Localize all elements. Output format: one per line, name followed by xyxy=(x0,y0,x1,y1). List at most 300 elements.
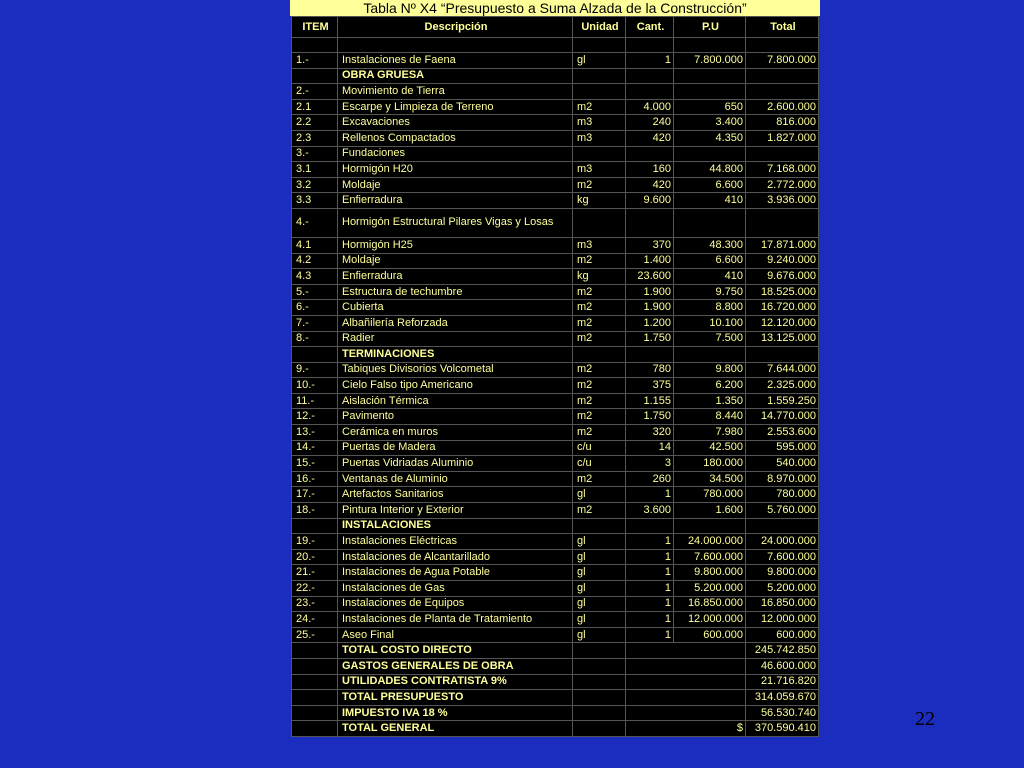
total-cell: 3.936.000 xyxy=(746,193,819,209)
unit-cell: gl xyxy=(573,627,626,643)
empty-cell xyxy=(573,643,626,659)
quantity-cell: 160 xyxy=(626,162,674,178)
unit-cell: m3 xyxy=(573,237,626,253)
empty-cell xyxy=(573,347,626,363)
total-cell: 9.676.000 xyxy=(746,269,819,285)
description-cell: Cubierta xyxy=(338,300,573,316)
summary-label: GASTOS GENERALES DE OBRA xyxy=(338,658,573,674)
table-row xyxy=(292,378,819,394)
quantity-cell: 1 xyxy=(626,627,674,643)
table-row xyxy=(292,53,819,69)
summary-label: TOTAL GENERAL xyxy=(338,721,573,737)
empty-cell xyxy=(573,38,626,53)
description-cell: Artefactos Sanitarios xyxy=(338,487,573,503)
unit-cell: m2 xyxy=(573,425,626,441)
column-header-unit-price: P.U xyxy=(674,17,746,38)
unit-price-cell: 16.850.000 xyxy=(674,596,746,612)
total-cell: 12.120.000 xyxy=(746,315,819,331)
total-cell: 9.800.000 xyxy=(746,565,819,581)
item-cell: 1.- xyxy=(292,53,338,69)
total-cell: 24.000.000 xyxy=(746,534,819,550)
description-cell: Hormigón Estructural Pilares Vigas y Losas xyxy=(338,208,573,237)
description-cell: Moldaje xyxy=(338,253,573,269)
section-title: TERMINACIONES xyxy=(338,347,573,363)
page-title: Tabla Nº X4 “Presupuesto a Suma Alzada de la Construcción” xyxy=(290,0,820,16)
description-cell: Pavimento xyxy=(338,409,573,425)
table-row xyxy=(292,596,819,612)
table-row xyxy=(292,177,819,193)
total-cell: 595.000 xyxy=(746,440,819,456)
item-cell: 3.2 xyxy=(292,177,338,193)
item-cell: 3.1 xyxy=(292,162,338,178)
description-cell: Enfierradura xyxy=(338,269,573,285)
unit-cell: kg xyxy=(573,193,626,209)
unit-price-cell: 6.600 xyxy=(674,253,746,269)
total-cell: 7.168.000 xyxy=(746,162,819,178)
description-cell: Instalaciones de Agua Potable xyxy=(338,565,573,581)
table-row xyxy=(292,362,819,378)
unit-cell: m2 xyxy=(573,300,626,316)
quantity-cell: 1 xyxy=(626,534,674,550)
unit-cell: gl xyxy=(573,53,626,69)
description-cell: Aseo Final xyxy=(338,627,573,643)
column-header-unit: Unidad xyxy=(573,17,626,38)
total-cell: 780.000 xyxy=(746,487,819,503)
quantity-cell: 4.000 xyxy=(626,99,674,115)
quantity-cell: 1 xyxy=(626,612,674,628)
table-row xyxy=(292,393,819,409)
empty-cell xyxy=(573,68,626,84)
item-cell xyxy=(292,643,338,659)
total-cell: 5.760.000 xyxy=(746,503,819,519)
unit-cell: m2 xyxy=(573,177,626,193)
table-row xyxy=(292,534,819,550)
empty-cell xyxy=(292,38,338,53)
table-row xyxy=(292,627,819,643)
item-cell: 18.- xyxy=(292,503,338,519)
item-cell: 22.- xyxy=(292,581,338,597)
unit-cell: gl xyxy=(573,581,626,597)
description-cell: Hormigón H25 xyxy=(338,237,573,253)
empty-cell xyxy=(674,38,746,53)
item-cell: 20.- xyxy=(292,549,338,565)
item-cell: 4.1 xyxy=(292,237,338,253)
description-cell: Radier xyxy=(338,331,573,347)
quantity-cell xyxy=(626,146,674,162)
table-row xyxy=(292,425,819,441)
description-cell: Cielo Falso tipo Americano xyxy=(338,378,573,394)
table-row xyxy=(292,300,819,316)
item-cell: 5.- xyxy=(292,284,338,300)
item-cell xyxy=(292,721,338,737)
item-cell: 2.1 xyxy=(292,99,338,115)
summary-row xyxy=(292,705,819,721)
unit-price-cell: 3.400 xyxy=(674,115,746,131)
quantity-cell: 1.155 xyxy=(626,393,674,409)
empty-cell xyxy=(573,658,626,674)
quantity-cell: 3 xyxy=(626,456,674,472)
quantity-cell: 9.600 xyxy=(626,193,674,209)
description-cell: Puertas Vidriadas Aluminio xyxy=(338,456,573,472)
unit-cell: gl xyxy=(573,596,626,612)
empty-cell xyxy=(746,518,819,534)
spacer-row xyxy=(292,38,819,53)
description-cell: Fundaciones xyxy=(338,146,573,162)
summary-total: 245.742.850 xyxy=(746,643,819,659)
quantity-cell: 14 xyxy=(626,440,674,456)
description-cell: Pintura Interior y Exterior xyxy=(338,503,573,519)
item-cell xyxy=(292,347,338,363)
column-header-description: Descripción xyxy=(338,17,573,38)
unit-price-cell: 6.200 xyxy=(674,378,746,394)
unit-price-cell: 6.600 xyxy=(674,177,746,193)
unit-cell: m2 xyxy=(573,284,626,300)
total-cell: 16.850.000 xyxy=(746,596,819,612)
total-cell: 2.600.000 xyxy=(746,99,819,115)
unit-price-cell: 42.500 xyxy=(674,440,746,456)
item-cell: 17.- xyxy=(292,487,338,503)
item-cell: 12.- xyxy=(292,409,338,425)
total-cell xyxy=(746,84,819,100)
unit-price-cell xyxy=(674,84,746,100)
description-cell: Tabiques Divisorios Volcometal xyxy=(338,362,573,378)
section-title: INSTALACIONES xyxy=(338,518,573,534)
item-cell xyxy=(292,658,338,674)
quantity-cell: 1 xyxy=(626,53,674,69)
item-cell: 8.- xyxy=(292,331,338,347)
unit-price-cell xyxy=(674,208,746,237)
unit-cell: m3 xyxy=(573,115,626,131)
currency-cell xyxy=(626,674,746,690)
table-row xyxy=(292,440,819,456)
total-cell: 16.720.000 xyxy=(746,300,819,316)
unit-cell: m3 xyxy=(573,162,626,178)
table-row xyxy=(292,208,819,237)
quantity-cell xyxy=(626,208,674,237)
total-cell: 18.525.000 xyxy=(746,284,819,300)
unit-price-cell xyxy=(674,146,746,162)
item-cell: 6.- xyxy=(292,300,338,316)
unit-price-cell: 24.000.000 xyxy=(674,534,746,550)
summary-label: TOTAL PRESUPUESTO xyxy=(338,690,573,706)
unit-cell: c/u xyxy=(573,440,626,456)
quantity-cell: 1 xyxy=(626,565,674,581)
description-cell: Cerámica en muros xyxy=(338,425,573,441)
item-cell: 3.- xyxy=(292,146,338,162)
unit-cell: m2 xyxy=(573,503,626,519)
quantity-cell: 1.900 xyxy=(626,284,674,300)
description-cell: Instalaciones de Alcantarillado xyxy=(338,549,573,565)
item-cell: 14.- xyxy=(292,440,338,456)
unit-cell: m2 xyxy=(573,362,626,378)
table-row xyxy=(292,315,819,331)
item-cell: 2.- xyxy=(292,84,338,100)
quantity-cell: 1 xyxy=(626,581,674,597)
total-cell: 13.125.000 xyxy=(746,331,819,347)
unit-cell xyxy=(573,208,626,237)
unit-price-cell: 9.750 xyxy=(674,284,746,300)
empty-cell xyxy=(626,347,674,363)
total-cell: 7.644.000 xyxy=(746,362,819,378)
description-cell: Instalaciones Eléctricas xyxy=(338,534,573,550)
unit-cell: gl xyxy=(573,534,626,550)
section-header-row xyxy=(292,518,819,534)
empty-cell xyxy=(573,674,626,690)
total-cell: 816.000 xyxy=(746,115,819,131)
total-cell: 12.000.000 xyxy=(746,612,819,628)
empty-cell xyxy=(674,518,746,534)
unit-cell: gl xyxy=(573,565,626,581)
total-cell xyxy=(746,146,819,162)
unit-cell xyxy=(573,146,626,162)
section-header-row xyxy=(292,68,819,84)
empty-cell xyxy=(674,68,746,84)
unit-cell: m2 xyxy=(573,99,626,115)
section-title: OBRA GRUESA xyxy=(338,68,573,84)
unit-cell: kg xyxy=(573,269,626,285)
unit-price-cell: 600.000 xyxy=(674,627,746,643)
unit-price-cell: 5.200.000 xyxy=(674,581,746,597)
summary-label: UTILIDADES CONTRATISTA 9% xyxy=(338,674,573,690)
currency-cell xyxy=(626,643,746,659)
unit-price-cell: 44.800 xyxy=(674,162,746,178)
unit-price-cell: 7.980 xyxy=(674,425,746,441)
total-cell: 7.600.000 xyxy=(746,549,819,565)
description-cell: Estructura de techumbre xyxy=(338,284,573,300)
summary-label: TOTAL COSTO DIRECTO xyxy=(338,643,573,659)
unit-price-cell: 34.500 xyxy=(674,471,746,487)
table-row xyxy=(292,471,819,487)
item-cell: 7.- xyxy=(292,315,338,331)
unit-price-cell: 48.300 xyxy=(674,237,746,253)
quantity-cell: 240 xyxy=(626,115,674,131)
table-row xyxy=(292,612,819,628)
quantity-cell: 1 xyxy=(626,487,674,503)
total-cell: 14.770.000 xyxy=(746,409,819,425)
currency-cell xyxy=(626,658,746,674)
unit-price-cell: 650 xyxy=(674,99,746,115)
total-cell: 2.553.600 xyxy=(746,425,819,441)
unit-cell: gl xyxy=(573,487,626,503)
total-cell: 1.559.250 xyxy=(746,393,819,409)
empty-cell xyxy=(746,347,819,363)
unit-cell: c/u xyxy=(573,456,626,472)
description-cell: Instalaciones de Gas xyxy=(338,581,573,597)
unit-cell xyxy=(573,84,626,100)
item-cell: 3.3 xyxy=(292,193,338,209)
empty-cell xyxy=(626,68,674,84)
table-row xyxy=(292,99,819,115)
item-cell: 11.- xyxy=(292,393,338,409)
unit-price-cell: 10.100 xyxy=(674,315,746,331)
item-cell: 4.2 xyxy=(292,253,338,269)
description-cell: Instalaciones de Equipos xyxy=(338,596,573,612)
unit-price-cell: 1.350 xyxy=(674,393,746,409)
item-cell xyxy=(292,674,338,690)
description-cell: Instalaciones de Faena xyxy=(338,53,573,69)
currency-cell: $ xyxy=(626,721,746,737)
quantity-cell: 1.400 xyxy=(626,253,674,269)
item-cell xyxy=(292,705,338,721)
table-body xyxy=(292,38,819,737)
item-cell: 10.- xyxy=(292,378,338,394)
empty-cell xyxy=(573,690,626,706)
item-cell: 2.2 xyxy=(292,115,338,131)
description-cell: Moldaje xyxy=(338,177,573,193)
total-cell: 8.970.000 xyxy=(746,471,819,487)
unit-cell: gl xyxy=(573,549,626,565)
empty-cell xyxy=(573,721,626,737)
description-cell: Enfierradura xyxy=(338,193,573,209)
total-cell: 17.871.000 xyxy=(746,237,819,253)
unit-cell: m2 xyxy=(573,409,626,425)
item-cell: 15.- xyxy=(292,456,338,472)
unit-price-cell: 12.000.000 xyxy=(674,612,746,628)
description-cell: Aislación Térmica xyxy=(338,393,573,409)
item-cell: 21.- xyxy=(292,565,338,581)
total-cell: 1.827.000 xyxy=(746,130,819,146)
table-row xyxy=(292,549,819,565)
total-cell: 7.800.000 xyxy=(746,53,819,69)
unit-price-cell: 9.800 xyxy=(674,362,746,378)
description-cell: Instalaciones de Planta de Tratamiento xyxy=(338,612,573,628)
item-cell: 9.- xyxy=(292,362,338,378)
total-cell xyxy=(746,208,819,237)
table-row xyxy=(292,253,819,269)
column-header-item: ITEM xyxy=(292,17,338,38)
table-row xyxy=(292,503,819,519)
table-row xyxy=(292,146,819,162)
unit-cell: m2 xyxy=(573,331,626,347)
unit-price-cell: 7.500 xyxy=(674,331,746,347)
page-number: 22 xyxy=(915,708,935,730)
table-row xyxy=(292,269,819,285)
quantity-cell: 420 xyxy=(626,130,674,146)
total-cell: 2.325.000 xyxy=(746,378,819,394)
item-cell: 2.3 xyxy=(292,130,338,146)
quantity-cell: 1.900 xyxy=(626,300,674,316)
table-row xyxy=(292,487,819,503)
quantity-cell: 23.600 xyxy=(626,269,674,285)
summary-row xyxy=(292,658,819,674)
unit-price-cell: 9.800.000 xyxy=(674,565,746,581)
item-cell: 23.- xyxy=(292,596,338,612)
currency-cell xyxy=(626,690,746,706)
table-row xyxy=(292,581,819,597)
empty-cell xyxy=(573,518,626,534)
summary-total: 56.530.740 xyxy=(746,705,819,721)
summary-total: 21.716.820 xyxy=(746,674,819,690)
quantity-cell: 1.200 xyxy=(626,315,674,331)
quantity-cell: 1.750 xyxy=(626,409,674,425)
quantity-cell: 1 xyxy=(626,549,674,565)
budget-table-container xyxy=(291,16,818,737)
table-row xyxy=(292,409,819,425)
unit-cell: m2 xyxy=(573,393,626,409)
quantity-cell: 370 xyxy=(626,237,674,253)
summary-row xyxy=(292,690,819,706)
total-cell: 600.000 xyxy=(746,627,819,643)
item-cell xyxy=(292,518,338,534)
quantity-cell: 1.750 xyxy=(626,331,674,347)
description-cell: Hormigón H20 xyxy=(338,162,573,178)
quantity-cell: 3.600 xyxy=(626,503,674,519)
summary-total: 370.590.410 xyxy=(746,721,819,737)
unit-cell: gl xyxy=(573,612,626,628)
table-header-row xyxy=(292,17,819,38)
unit-cell: m2 xyxy=(573,471,626,487)
quantity-cell: 780 xyxy=(626,362,674,378)
unit-cell: m2 xyxy=(573,253,626,269)
table-row xyxy=(292,130,819,146)
table-row xyxy=(292,565,819,581)
empty-cell xyxy=(746,38,819,53)
summary-row xyxy=(292,721,819,737)
summary-total: 46.600.000 xyxy=(746,658,819,674)
description-cell: Rellenos Compactados xyxy=(338,130,573,146)
total-cell: 5.200.000 xyxy=(746,581,819,597)
unit-price-cell: 780.000 xyxy=(674,487,746,503)
empty-cell xyxy=(338,38,573,53)
item-cell: 24.- xyxy=(292,612,338,628)
table-row xyxy=(292,284,819,300)
quantity-cell: 375 xyxy=(626,378,674,394)
table-row xyxy=(292,456,819,472)
unit-price-cell: 410 xyxy=(674,193,746,209)
quantity-cell: 320 xyxy=(626,425,674,441)
item-cell: 13.- xyxy=(292,425,338,441)
empty-cell xyxy=(626,518,674,534)
column-header-total: Total xyxy=(746,17,819,38)
description-cell: Excavaciones xyxy=(338,115,573,131)
summary-total: 314.059.670 xyxy=(746,690,819,706)
unit-cell: m3 xyxy=(573,130,626,146)
table-row xyxy=(292,193,819,209)
budget-table xyxy=(291,16,819,737)
unit-price-cell: 8.440 xyxy=(674,409,746,425)
description-cell: Albañilería Reforzada xyxy=(338,315,573,331)
unit-price-cell: 410 xyxy=(674,269,746,285)
empty-cell xyxy=(626,38,674,53)
unit-price-cell: 8.800 xyxy=(674,300,746,316)
table-row xyxy=(292,84,819,100)
item-cell: 4.3 xyxy=(292,269,338,285)
item-cell xyxy=(292,690,338,706)
quantity-cell: 420 xyxy=(626,177,674,193)
table-row xyxy=(292,237,819,253)
column-header-quantity: Cant. xyxy=(626,17,674,38)
quantity-cell: 260 xyxy=(626,471,674,487)
description-cell: Movimiento de Tierra xyxy=(338,84,573,100)
item-cell: 4.- xyxy=(292,208,338,237)
currency-cell xyxy=(626,705,746,721)
table-row xyxy=(292,162,819,178)
description-cell: Puertas de Madera xyxy=(338,440,573,456)
summary-row xyxy=(292,643,819,659)
unit-price-cell: 7.800.000 xyxy=(674,53,746,69)
item-cell: 19.- xyxy=(292,534,338,550)
unit-price-cell: 180.000 xyxy=(674,456,746,472)
unit-price-cell: 1.600 xyxy=(674,503,746,519)
item-cell xyxy=(292,68,338,84)
description-cell: Ventanas de Aluminio xyxy=(338,471,573,487)
quantity-cell: 1 xyxy=(626,596,674,612)
summary-label: IMPUESTO IVA 18 % xyxy=(338,705,573,721)
total-cell: 540.000 xyxy=(746,456,819,472)
description-cell: Escarpe y Limpieza de Terreno xyxy=(338,99,573,115)
empty-cell xyxy=(746,68,819,84)
total-cell: 9.240.000 xyxy=(746,253,819,269)
